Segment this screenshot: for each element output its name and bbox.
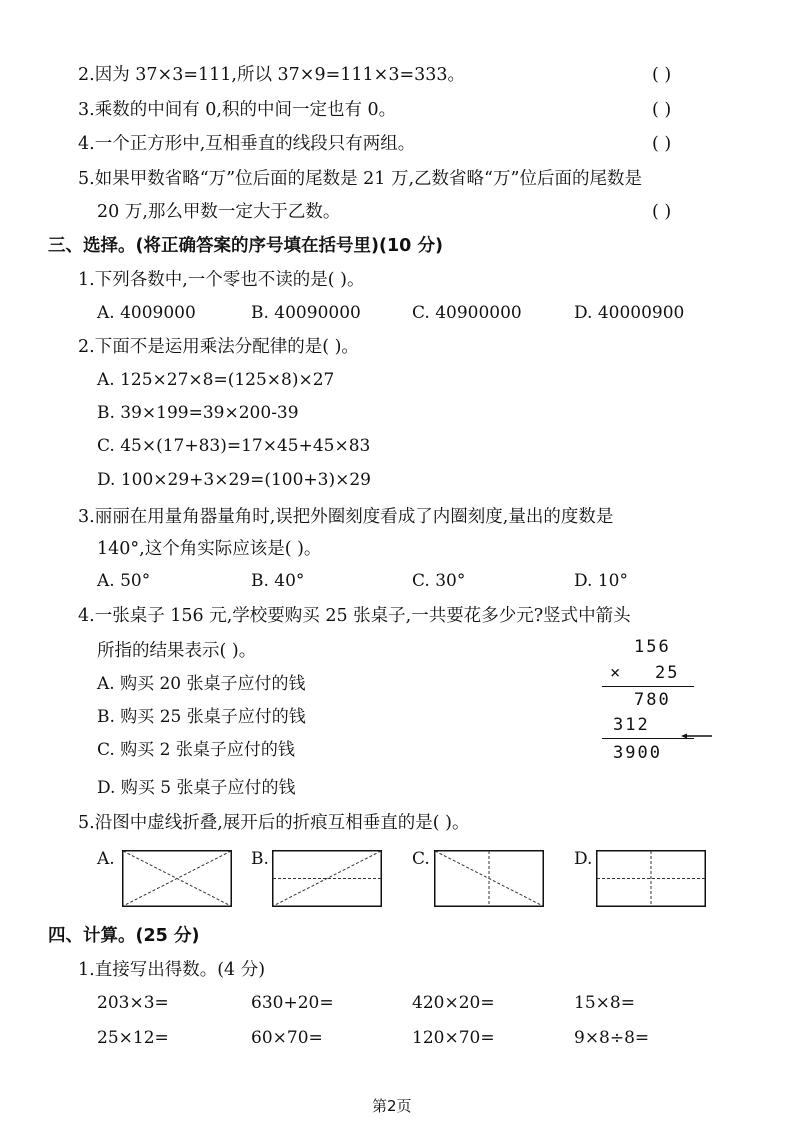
question-number: 4.: [78, 134, 95, 154]
answer-paren[interactable]: ( ): [652, 100, 672, 120]
section-4-title: 四、计算。(25 分): [48, 926, 200, 946]
product: 3900: [613, 743, 662, 763]
question-number: 1.: [78, 960, 95, 980]
calc-q1: [78, 959, 265, 981]
calc-item[interactable]: 60×70=: [251, 1028, 323, 1048]
answer-paren[interactable]: ( ): [652, 202, 672, 222]
calc-item[interactable]: 9×8÷8=: [574, 1028, 650, 1048]
figure-a-label: A.: [97, 849, 115, 869]
question-number: 5.: [78, 169, 95, 189]
judge-q5-line1: [78, 168, 642, 190]
figure-a[interactable]: [122, 850, 232, 911]
question-text: 因为 37×3=111,所以 37×9=111×3=333。: [94, 65, 466, 85]
judge-q5-line2: 20 万,那么甲数一定大于乙数。: [97, 202, 341, 222]
calc-item[interactable]: 15×8=: [574, 993, 635, 1013]
option-a: A. 50°: [97, 571, 151, 591]
option-a: A. 125×27×8=(125×8)×27: [97, 370, 335, 390]
figure-c[interactable]: [434, 850, 544, 911]
figure-c-label: C.: [412, 849, 430, 869]
figure-d-label: D.: [574, 849, 593, 869]
answer-paren[interactable]: ( ): [652, 65, 672, 85]
partial-product-2: 312: [613, 715, 650, 735]
arrow-icon: [681, 724, 712, 730]
multiplier: 25: [655, 663, 680, 683]
rule-line: [602, 686, 694, 687]
option-c: C. 30°: [412, 571, 466, 591]
question-text: 下列各数中,一个零也不读的是( )。: [94, 270, 365, 290]
judge-q3: [78, 99, 396, 121]
choice-q3-line1: [78, 506, 613, 528]
option-c: C. 45×(17+83)=17×45+45×83: [97, 436, 371, 456]
choice-q1: [78, 269, 364, 291]
question-number: 2.: [78, 337, 95, 357]
multiply-sign: ×: [610, 663, 623, 683]
question-number: 2.: [78, 65, 95, 85]
rule-line: [602, 738, 694, 739]
choice-q5: [78, 812, 469, 834]
question-text: 如果甲数省略“万”位后面的尾数是 21 万,乙数省略“万”位后面的尾数是: [94, 169, 642, 189]
question-text: 乘数的中间有 0,积的中间一定也有 0。: [94, 100, 397, 120]
question-text: 一张桌子 156 元,学校要购买 25 张桌子,一共要花多少元?竖式中箭头: [94, 606, 631, 626]
option-d: D. 40000900: [574, 303, 685, 323]
figure-d[interactable]: [596, 850, 706, 911]
calc-item[interactable]: 630+20=: [251, 993, 334, 1013]
multiplicand: 156: [634, 637, 671, 657]
question-text: 沿图中虚线折叠,展开后的折痕互相垂直的是( )。: [94, 813, 470, 833]
question-text: 一个正方形中,互相垂直的线段只有两组。: [94, 134, 416, 154]
answer-paren[interactable]: ( ): [652, 134, 672, 154]
option-b: B. 40090000: [251, 303, 361, 323]
partial-product-1: 780: [634, 690, 671, 710]
judge-q4: [78, 133, 415, 155]
option-d: D. 100×29+3×29=(100+3)×29: [97, 470, 371, 490]
section-3-title: 三、选择。(将正确答案的序号填在括号里)(10 分): [48, 236, 443, 256]
page-number: 第2页: [372, 1097, 412, 1115]
option-b: B. 购买 25 张桌子应付的钱: [97, 707, 306, 727]
question-number: 3.: [78, 507, 95, 527]
option-c: C. 40900000: [412, 303, 522, 323]
question-number: 5.: [78, 813, 95, 833]
option-b: B. 40°: [251, 571, 305, 591]
option-c: C. 购买 2 张桌子应付的钱: [97, 740, 295, 760]
option-d: D. 购买 5 张桌子应付的钱: [97, 778, 296, 798]
option-b: B. 39×199=39×200-39: [97, 403, 299, 423]
calc-item[interactable]: 25×12=: [97, 1028, 169, 1048]
figure-b[interactable]: [272, 850, 382, 911]
choice-q4-line2: 所指的结果表示( )。: [97, 641, 257, 661]
choice-q2: [78, 336, 359, 358]
judge-q2: [78, 64, 465, 86]
question-text: 丽丽在用量角器量角时,误把外圈刻度看成了内圈刻度,量出的度数是: [94, 507, 614, 527]
question-text: 直接写出得数。(4 分): [94, 960, 266, 980]
question-number: 4.: [78, 606, 95, 626]
calc-item[interactable]: 120×70=: [412, 1028, 495, 1048]
calc-item[interactable]: 420×20=: [412, 993, 495, 1013]
question-text: 下面不是运用乘法分配律的是( )。: [94, 337, 359, 357]
option-a: A. 购买 20 张桌子应付的钱: [97, 674, 306, 694]
option-d: D. 10°: [574, 571, 628, 591]
question-number: 1.: [78, 270, 95, 290]
question-number: 3.: [78, 100, 95, 120]
option-a: A. 4009000: [97, 303, 196, 323]
choice-q3-line2: 140°,这个角实际应该是( )。: [97, 539, 322, 559]
calc-item[interactable]: 203×3=: [97, 993, 169, 1013]
figure-b-label: B.: [251, 849, 269, 869]
choice-q4-line1: [78, 605, 631, 627]
